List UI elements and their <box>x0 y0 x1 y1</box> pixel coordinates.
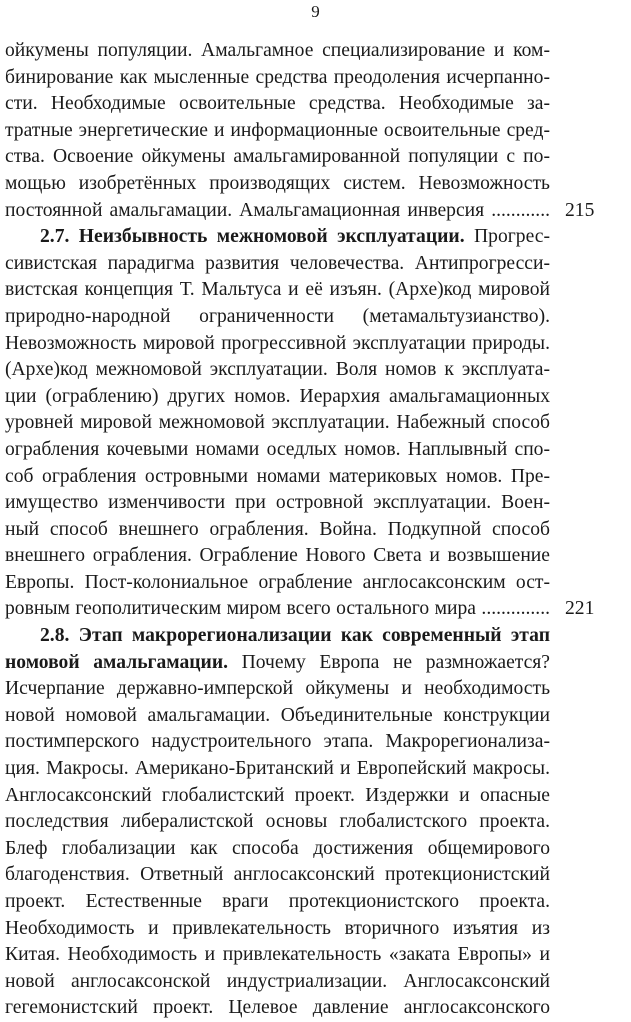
text-line: новой номовой амальгамации. Объединительные конструкции <box>5 704 550 726</box>
page-number: 9 <box>311 2 320 21</box>
page-reference: 221 <box>565 598 595 620</box>
text-line: Китая. Необходимость и привлекательность «заката Европы» и <box>5 944 550 966</box>
text-line: новой англосаксонской индустриализации. Англосаксонский <box>5 970 550 992</box>
section-heading-line <box>5 650 550 677</box>
toc-entry-end-line <box>5 198 595 225</box>
section-title-continued: номовой амальгамации. <box>5 651 229 673</box>
text-line: природно-народной ограниченности (метамальтузианство). <box>5 305 550 327</box>
text-line: Англосаксонский глобалистский проект. Издержки и опасные <box>5 784 550 806</box>
text-line: Европы. Пост-колониальное ограбление англосаксонским ост- <box>5 571 550 593</box>
text-line: бинирование как мысленные средства преодоления исчерпанно- <box>5 66 550 88</box>
text-line: гегемонистский проект. Целевое давление англосаксонского <box>5 997 550 1019</box>
text-line: соб ограбления островными номами материковых номов. Пре- <box>5 465 550 487</box>
text-line: ция. Макросы. Американо-Британский и Европейский макросы. <box>5 758 550 780</box>
toc-entry-end-line <box>5 596 595 623</box>
text-line: Необходимость и привлекательность вторичного изъятия из <box>5 917 550 939</box>
text-line: тратные энергетические и информационные освоительные сред- <box>5 119 550 141</box>
text-line: ный способ внешнего ограбления. Война. Подкупной способ <box>5 518 550 540</box>
text-line: Блеф глобализации как способа достижения общемирового <box>5 837 550 859</box>
table-of-contents-text <box>5 38 595 1022</box>
text-segment: постоянной амальгамации. Амальгамационная инверсия ............ <box>5 199 550 221</box>
text-line: ции (ограблению) других номов. Иерархия амальгамационных <box>5 385 550 407</box>
section-heading-line <box>5 224 550 251</box>
section-title: 2.8. Этап макрорегионализации как современный этап <box>40 625 550 647</box>
text-line: ограбления кочевыми номами оседлых номов. Наплывный спо- <box>5 438 550 460</box>
text-line: внешнего ограбления. Ограбление Нового Света и возвышение <box>5 545 550 567</box>
text-segment: Прогрес- <box>464 226 550 248</box>
section-title: 2.7. Неизбывность межномовой эксплуатации. <box>40 226 465 248</box>
text-line: мощью изобретённых производящих систем. Невозможность <box>5 172 550 194</box>
text-line: имущество изменчивости при островной эксплуатации. Воен- <box>5 492 550 514</box>
text-segment: ровным геополитическим миром всего остального мира .............. <box>5 598 550 620</box>
text-line: Невозможность мировой прогрессивной эксплуатации природы. <box>5 332 550 354</box>
text-line: проект. Естественные враги протекционистского проекта. <box>5 891 550 912</box>
text-line: ства. Освоение ойкумены амальгамированной популяции с по- <box>5 146 550 168</box>
page-reference: 215 <box>565 199 595 221</box>
text-line: вистская концепция Т. Мальтуса и её изъян. (Архе)код мировой <box>5 279 550 301</box>
text-segment: Почему Европа не размножается? <box>228 651 550 673</box>
text-line: (Архе)код межномовой эксплуатации. Воля номов к эксплуата- <box>5 359 550 381</box>
text-line: сти. Необходимые освоительные средства. Необходимые за- <box>5 93 550 115</box>
text-line: постимперского надустроительного этапа. Макрорегионализа- <box>5 731 550 753</box>
text-line: Исчерпание державно-имперской ойкумены и необходимость <box>5 678 550 700</box>
text-line: уровней мировой межномовой эксплуатации. Набежный способ <box>5 412 550 434</box>
text-line: сивистская парадигма развития человечества. Антипрогресси- <box>5 252 550 274</box>
text-line: благоденствия. Ответный англосаксонский протекционистский <box>5 864 550 886</box>
text-line: ойкумены популяции. Амальгамное специализирование и ком- <box>5 40 550 61</box>
text-line: последствия либералистской основы глобалистского проекта. <box>5 811 550 833</box>
